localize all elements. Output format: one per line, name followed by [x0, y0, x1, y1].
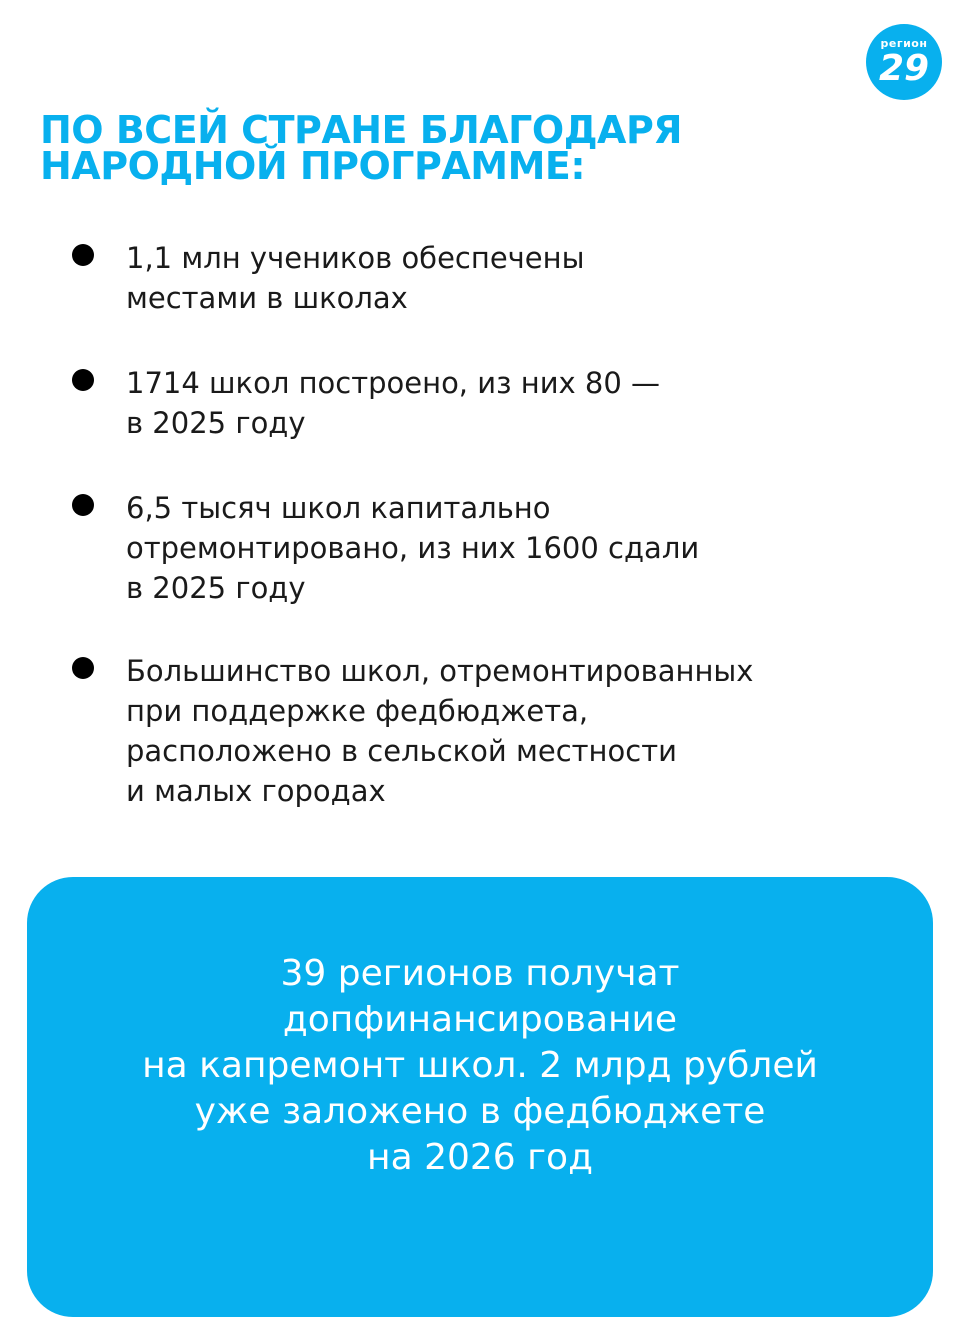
- list-item-line: и малых городах: [126, 774, 386, 808]
- list-item-line: в 2025 году: [126, 571, 306, 605]
- list-item-line: местами в школах: [126, 281, 408, 315]
- callout-line: на капремонт школ. 2 млрд рублей: [142, 1045, 818, 1086]
- bullet-icon: [72, 369, 94, 391]
- list-item-text: [126, 238, 926, 318]
- page-title: [40, 108, 900, 188]
- list-item-line: в 2025 году: [126, 406, 306, 440]
- list-item-line: Большинство школ, отремонтированных: [126, 654, 754, 688]
- list-item-text: [126, 363, 926, 443]
- bullet-icon: [72, 244, 94, 266]
- callout-text: [27, 951, 933, 1181]
- logo-number: 29: [878, 48, 930, 89]
- list-item-line: 1714 школ построено, из них 80 —: [126, 366, 661, 400]
- region29-logo: [866, 24, 942, 100]
- list-item-text: [126, 488, 926, 608]
- list-item-line: 6,5 тысяч школ капитально: [126, 491, 551, 525]
- callout-box: [27, 877, 933, 1317]
- list-item-line: расположено в сельской местности: [126, 734, 677, 768]
- page-title-line: ПО ВСЕЙ СТРАНЕ БЛАГОДАРЯ: [40, 108, 683, 152]
- bullet-icon: [72, 494, 94, 516]
- callout-line: на 2026 год: [367, 1137, 593, 1178]
- list-item-line: при поддержке федбюджета,: [126, 694, 589, 728]
- callout-line: уже заложено в федбюджете: [194, 1091, 766, 1132]
- callout-line: 39 регионов получат: [280, 953, 680, 994]
- bullet-icon: [72, 657, 94, 679]
- list-item-text: [126, 651, 926, 811]
- page-title-line: НАРОДНОЙ ПРОГРАММЕ:: [40, 144, 586, 188]
- callout-line: допфинансирование: [282, 999, 678, 1040]
- list-item-line: 1,1 млн учеников обеспечены: [126, 241, 585, 275]
- logo-caption: регион: [880, 37, 928, 50]
- list-item-line: отремонтировано, из них 1600 сдали: [126, 531, 700, 565]
